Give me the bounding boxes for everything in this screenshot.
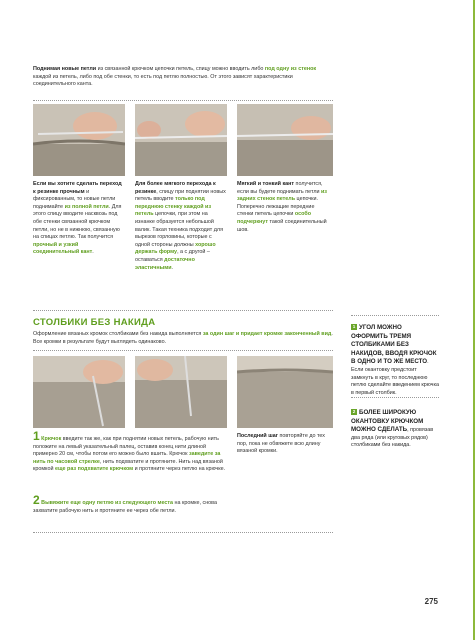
section-divider — [33, 310, 333, 311]
column-full-loop-text: Если вы хотите сделать переход к резинке прочным и фиксированным, то новые петли поднимайте из полной петли. Для этого спицу вводите насквозь под обе стенки связанной крючком петли, но не в нижнюю, связанную на спицах петлю. Так получится прочный и узкий соединительный кант. — [33, 181, 122, 256]
divider — [33, 100, 333, 101]
photo-back-loop — [237, 104, 333, 176]
sidebar-tip-1: 1 УГОЛ МОЖНО ОФОРМИТЬ ТРЕМЯ СТОЛБИКАМИ БЕЗ НАКИДОВ, ВВОДЯ КРЮЧОК В ОДНО И ТО ЖЕ МЕСТО. Если окантовку предстоит замкнуть в круг, то последнюю петлю сделайте введением крючка в первый столбик. — [351, 324, 439, 396]
photo-full-loop — [33, 104, 125, 176]
intro-paragraph: Поднимая новые петли из связанной крючком цепочки петель, спицу можно вводить либо под одну из стенок каждой из петель, либо под обе стенки, то есть под петлю полностью. От этого зависят характеристики соединительного канта. — [33, 66, 317, 88]
column-back-loop-text: Мягкий и тонкий кант получится, если вы будете поднимать петли из задних стенок петель цепочки. Поперечно лежащие передние стенки петель цепочки особо подчеркнут такой соединительный шов. — [237, 181, 327, 233]
photo-front-loop — [135, 104, 227, 176]
sidebar-tip-2: 2 БОЛЕЕ ШИРОКУЮ ОКАНТОВКУ КРЮЧКОМ МОЖНО СДЕЛАТЬ, провязав два ряда (или круговых рядов) столбиками без накида. — [351, 409, 434, 449]
sidebar-divider — [351, 315, 439, 316]
section-intro: Оформление вязаных кромок столбиками без накида выполняется за один шаг и придает кромке законченный вид. Все кромки в результате будут выглядеть одинаково. — [33, 331, 333, 345]
step-2-text: 2 Вывяжите еще одну петлю из следующего места на кромке, снова захватите рабочую нить и протяните ее через обе петли. — [33, 493, 217, 514]
section-title: СТОЛБИКИ БЕЗ НАКИДА — [33, 317, 156, 328]
page-number: 275 — [424, 597, 438, 606]
divider — [33, 532, 333, 533]
column-front-loop-text: Для более мягкого перехода к резинке, спицу при поднятии новых петель вводите только под переднюю стенку каждой из петель цепочки, при этом на изнанке образуется небольшой валик. Такая техника подходит для вырезов горловины, которые с одной стороны должны хорошо держать форму, а с другой – оставаться достаточно эластичными. — [135, 181, 226, 271]
last-step-text: Последний шаг повторяйте до тех пор, пока не обвяжете всю длину вязаной кромки. — [237, 433, 325, 455]
step-1-text: 1 Крючок введите так же, как при поднятии новых петель, рабочую нить положите на левый указательный палец, оставив конец нити длиной примерно 20 см, чтобы потом его можно было вшить. Крючок заведите за нить по часовой стрелке, нить подхватите и протяните. Нить над вязаной кромкой еще раз подхватите крючком и протяните через петлю на крючке. — [33, 429, 226, 473]
sidebar-divider — [351, 397, 439, 398]
photo-crochet-step-1 — [33, 356, 125, 428]
photo-crochet-result — [237, 356, 333, 428]
photo-crochet-step-2 — [135, 356, 227, 428]
divider — [33, 350, 333, 351]
